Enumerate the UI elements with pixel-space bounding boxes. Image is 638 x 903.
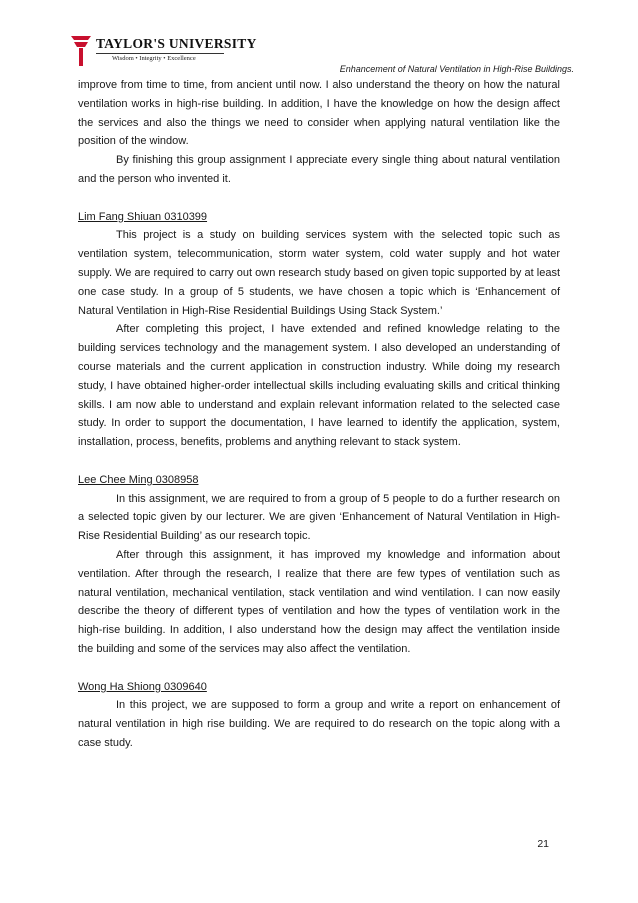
running-header: Enhancement of Natural Ventilation in High-Rise Buildings. bbox=[339, 64, 574, 74]
intro-paragraph: By finishing this group assignment I appreciate every single thing about natural ventilation and the person who invented it. bbox=[78, 154, 560, 185]
reflection-section bbox=[78, 208, 560, 452]
page-number: 21 bbox=[537, 838, 549, 850]
document-body bbox=[78, 76, 560, 753]
section-paragraph: After through this assignment, it has improved my knowledge and information about ventilation. After through the research, I realize that there are few types of ventilation such as natural ventilation, mechanical ventilation, stack ventilation and wind ventilation. I can now easily describe the theory of different types of ventilation and how the types of ventilation work in the high-rise building. In addition, I also understand how the design may affect the ventilation inside the building and some of the services may also affect the ventilation. bbox=[78, 548, 560, 655]
reflection-section bbox=[78, 471, 560, 659]
author-heading: Wong Ha Shiong 0309640 bbox=[78, 680, 207, 693]
intro-paragraph: improve from time to time, from ancient until now. I also understand the theory on how the natural ventilation works in high-rise building. In addition, I have the knowledge on how the design affect the services and also the things we need to consider when applying natural ventilation like the position of the window. bbox=[78, 79, 560, 148]
author-heading: Lim Fang Shiuan 0310399 bbox=[78, 210, 208, 223]
logo-name: TAYLOR'S UNIVERSITY bbox=[96, 36, 257, 51]
logo-tagline: Wisdom • Integrity • Excellence bbox=[112, 55, 196, 62]
university-logo bbox=[70, 34, 257, 74]
author-heading: Lee Chee Ming 0308958 bbox=[78, 473, 199, 486]
section-paragraph: This project is a study on building services system with the selected topic such as ventilation system, telecommunication, storm water system, cold water supply and hot water supply. We are required to carry out own research study based on given topic supported by at least one case study. In a group of 5 students, we have chosen a topic which is ‘Enhancement of Natural Ventilation in High-Rise Residential Buildings Using Stack System.’ bbox=[78, 229, 560, 317]
logo-divider bbox=[96, 53, 224, 54]
section-paragraph: In this project, we are supposed to form a group and write a report on enhancement of natural ventilation in high rise building. We are required to do research on the topic along with a case study. bbox=[78, 699, 560, 749]
crest-icon bbox=[70, 34, 92, 68]
section-paragraph: After completing this project, I have extended and refined knowledge relating to the building services technology and the management system. I also developed an understanding of course materials and the current application in construction industry. While doing my research study, I have obtained higher-order intellectual skills including evaluating skills and critical thinking skills. I am now able to understand and explain relevant information related to the selected case study. In order to support the documentation, I have learned to identify the application, system, installation, process, benefits, problems and anything relevant to stack system. bbox=[78, 323, 560, 449]
section-paragraph: In this assignment, we are required to from a group of 5 people to do a further research on a selected topic given by our lecturer. We are given ‘Enhancement of Natural Ventilation in High-Rise Residential Building’ as our research topic. bbox=[78, 492, 560, 543]
reflection-section bbox=[78, 678, 560, 753]
